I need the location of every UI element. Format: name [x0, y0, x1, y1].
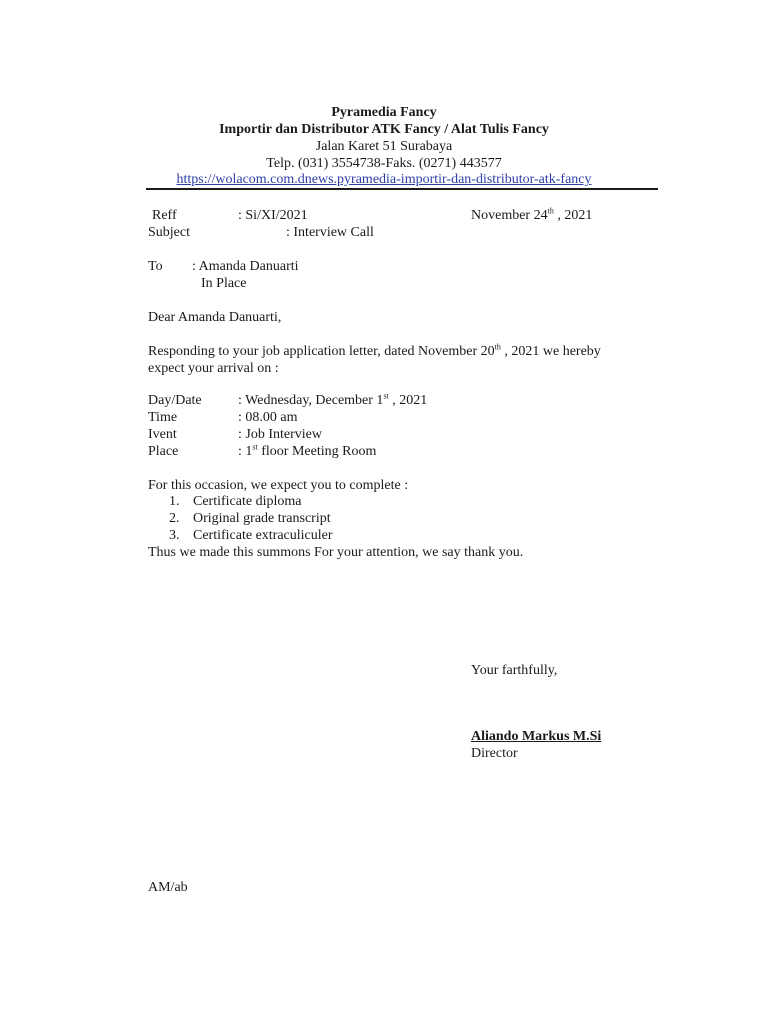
- company-name: Pyramedia Fancy: [331, 105, 437, 120]
- list-item-number: 2.: [169, 511, 180, 526]
- company-phone: Telp. (031) 3554738-Faks. (0271) 443577: [266, 156, 502, 171]
- schedule-day-main: : Wednesday, December 1: [238, 393, 384, 408]
- signer-name: Aliando Markus M.Si: [471, 729, 602, 744]
- schedule-place-value: [238, 443, 376, 460]
- to-value: : Amanda Danuarti: [192, 259, 299, 274]
- body-line-1-main: Responding to your job application letter, dated November 20: [148, 344, 495, 359]
- schedule-event-value: : Job Interview: [238, 427, 322, 442]
- subject-value: : Interview Call: [286, 225, 374, 240]
- closing-line: Thus we made this summons For your attention, we say thank you.: [148, 545, 524, 560]
- subject-label: Subject: [148, 225, 190, 240]
- list-item: Certificate extraculiculer: [193, 528, 333, 543]
- list-item-number: 1.: [169, 494, 180, 509]
- schedule-day-suffix: st: [383, 391, 389, 401]
- schedule-place-main: : 1: [238, 444, 253, 459]
- reff-value: : Si/XI/2021: [238, 208, 308, 223]
- schedule-place-label: Place: [148, 444, 179, 459]
- recipient-place: In Place: [201, 276, 247, 291]
- to-label: To: [148, 259, 163, 274]
- date-suffix: th: [547, 206, 554, 216]
- greeting: Dear Amanda Danuarti,: [148, 310, 282, 325]
- schedule-day-year: , 2021: [388, 393, 428, 408]
- company-tagline: Importir dan Distributor ATK Fancy / Alat Tulis Fancy: [219, 122, 549, 137]
- signer-title: Director: [471, 746, 518, 761]
- requirements-intro: For this occasion, we expect you to complete :: [148, 478, 409, 493]
- company-address: Jalan Karet 51 Surabaya: [315, 139, 453, 154]
- letterhead-divider: [146, 188, 658, 190]
- schedule-day-value: [238, 392, 427, 409]
- body-line-2: expect your arrival on :: [148, 361, 279, 376]
- body-date-suffix: th: [494, 342, 501, 352]
- body-line-1-end: , 2021 we hereby: [500, 344, 601, 359]
- list-item: Certificate diploma: [193, 494, 302, 509]
- schedule-place-rest: floor Meeting Room: [257, 444, 377, 459]
- schedule-day-label: Day/Date: [148, 393, 202, 408]
- reff-label: Reff: [152, 208, 177, 223]
- schedule-place-suffix: st: [252, 442, 258, 452]
- schedule-time-label: Time: [148, 410, 178, 425]
- schedule-event-label: Ivent: [148, 427, 177, 442]
- company-url-link[interactable]: https://wolacom.com.dnews.pyramedia-importir-dan-distributor-atk-fancy: [176, 172, 592, 187]
- typist-initials: AM/ab: [148, 880, 188, 895]
- list-item-number: 3.: [169, 528, 180, 543]
- valediction: Your farthfully,: [471, 663, 558, 678]
- date-year: , 2021: [553, 208, 593, 223]
- body-line-1: [148, 343, 601, 360]
- date-main: November 24: [471, 208, 548, 223]
- letter-date: [471, 207, 592, 224]
- list-item: Original grade transcript: [193, 511, 331, 526]
- schedule-time-value: : 08.00 am: [238, 410, 298, 425]
